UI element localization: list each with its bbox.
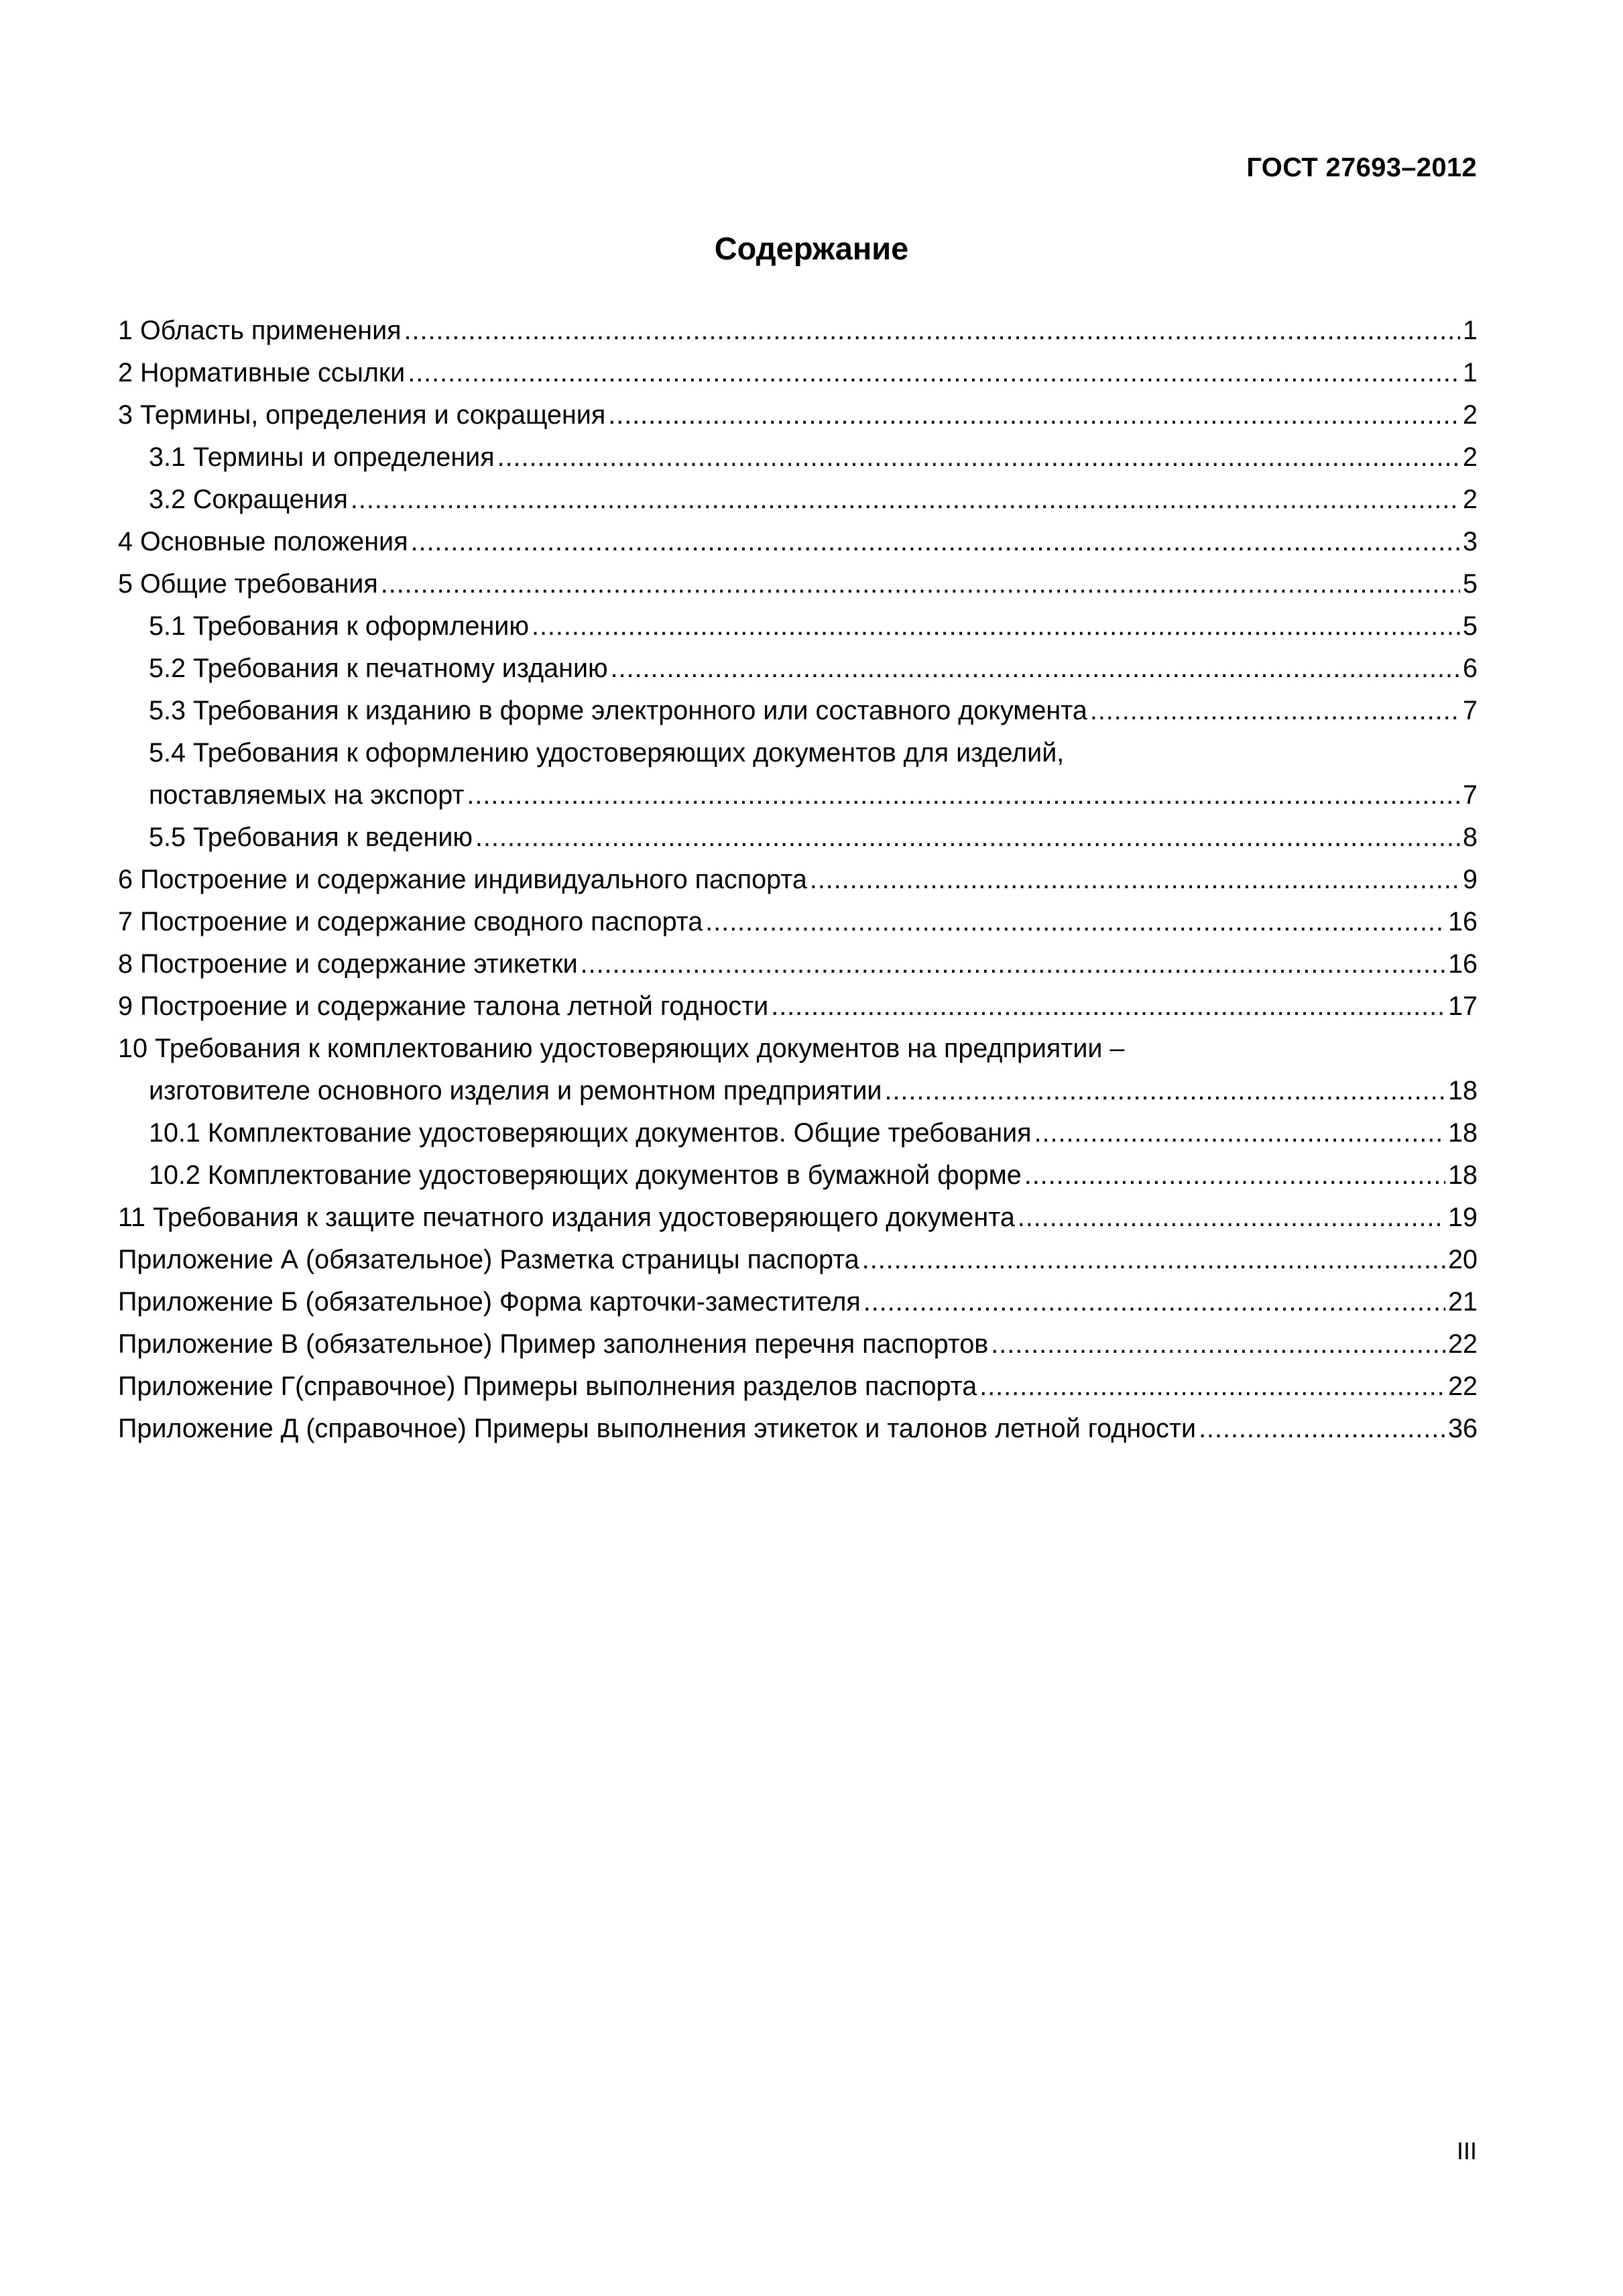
- toc-entry-page: 16: [1448, 907, 1478, 936]
- leader-dots: [1034, 1112, 1446, 1154]
- toc-entry[interactable]: [118, 901, 1478, 943]
- toc-entry[interactable]: [118, 774, 1478, 817]
- toc-entry-page: 7: [1463, 780, 1478, 810]
- toc-entry-text: Приложение Д (справочное) Примеры выполнения этикеток и талонов летной годности: [118, 1414, 1197, 1443]
- toc-entry-text: поставляемых на экспорт: [149, 780, 465, 810]
- toc-entry-page: 18: [1448, 1076, 1478, 1105]
- toc-entry[interactable]: [118, 859, 1478, 901]
- toc-entry[interactable]: [118, 1239, 1478, 1281]
- leader-dots: [1018, 1197, 1445, 1239]
- toc-entry-text: 8 Построение и содержание этикетки: [118, 949, 578, 979]
- leader-dots: [381, 563, 1460, 605]
- leader-dots: [862, 1239, 1445, 1281]
- toc-entry-page: 20: [1448, 1245, 1478, 1274]
- toc-entry-text: 4 Основные положения: [118, 527, 408, 556]
- toc-entry-page: 2: [1463, 485, 1478, 514]
- toc-entry[interactable]: [118, 436, 1478, 479]
- toc-entry-text: 5 Общие требования: [118, 569, 378, 599]
- toc-entry[interactable]: [118, 985, 1478, 1028]
- toc-entry-page: 17: [1448, 991, 1478, 1021]
- toc-entry-page: 8: [1463, 823, 1478, 852]
- leader-dots: [475, 817, 1460, 859]
- toc-entry-page: 7: [1463, 696, 1478, 725]
- toc-entry-page: 2: [1463, 400, 1478, 430]
- leader-dots: [404, 310, 1461, 352]
- leader-dots: [532, 605, 1460, 648]
- toc-entry-text: 9 Построение и содержание талона летной годности: [118, 991, 769, 1021]
- toc-entry[interactable]: [118, 817, 1478, 859]
- leader-dots: [467, 774, 1460, 817]
- leader-dots: [979, 1366, 1445, 1408]
- toc-entry[interactable]: [118, 1154, 1478, 1197]
- toc-entry-text: 10 Требования к комплектованию удостоверяющих документов на предприятии –: [118, 1034, 1125, 1063]
- toc-entry-text: 10.2 Комплектование удостоверяющих документов в бумажной форме: [149, 1160, 1022, 1190]
- leader-dots: [411, 521, 1461, 563]
- toc-entry-page: 36: [1448, 1414, 1478, 1443]
- toc-entry[interactable]: [118, 943, 1478, 985]
- toc-entry[interactable]: [118, 648, 1478, 690]
- toc-entry-page: 21: [1448, 1287, 1478, 1317]
- toc-entry-page: 5: [1463, 569, 1478, 599]
- toc-entry-text: 5.2 Требования к печатному изданию: [149, 654, 608, 683]
- leader-dots: [611, 648, 1460, 690]
- leader-dots: [810, 859, 1460, 901]
- toc-entry-text: 5.3 Требования к изданию в форме электронного или составного документа: [149, 696, 1087, 725]
- toc-entry[interactable]: [118, 1323, 1478, 1366]
- leader-dots: [1090, 690, 1460, 732]
- toc-entry[interactable]: [118, 1112, 1478, 1154]
- toc-entry-text: 5.4 Требования к оформлению удостоверяющих документов для изделий,: [149, 738, 1065, 768]
- leader-dots: [705, 901, 1445, 943]
- toc-entry[interactable]: [118, 1366, 1478, 1408]
- toc-entry-page: 16: [1448, 949, 1478, 979]
- toc-entry[interactable]: [118, 352, 1478, 394]
- page-number: III: [1456, 2137, 1477, 2165]
- toc-entry-page: 9: [1463, 865, 1478, 894]
- toc-entry-page: 6: [1463, 654, 1478, 683]
- toc-entry[interactable]: [118, 1281, 1478, 1323]
- leader-dots: [497, 436, 1460, 479]
- toc-entry[interactable]: [118, 1197, 1478, 1239]
- toc-entry[interactable]: [118, 1408, 1478, 1450]
- leader-dots: [351, 479, 1460, 521]
- toc-entry[interactable]: [118, 563, 1478, 605]
- toc-entry-continued[interactable]: [118, 1028, 1478, 1070]
- toc-entry-page: 18: [1448, 1118, 1478, 1148]
- toc-entry-page: 1: [1463, 316, 1478, 345]
- toc-entry-page: 3: [1463, 527, 1478, 556]
- toc-entry-text: Приложение А (обязательное) Разметка страницы паспорта: [118, 1245, 859, 1274]
- toc-entry-text: 3.1 Термины и определения: [149, 442, 495, 472]
- leader-dots: [581, 943, 1445, 985]
- leader-dots: [991, 1323, 1445, 1366]
- toc-entry-page: 19: [1448, 1203, 1478, 1232]
- toc-entry[interactable]: [118, 479, 1478, 521]
- leader-dots: [863, 1281, 1445, 1323]
- toc-entry-page: 22: [1448, 1372, 1478, 1401]
- leader-dots: [884, 1070, 1445, 1112]
- toc-entry-text: 5.5 Требования к ведению: [149, 823, 473, 852]
- toc-entry-page: 1: [1463, 358, 1478, 387]
- toc-entry-text: 1 Область применения: [118, 316, 402, 345]
- toc-entry[interactable]: [118, 1070, 1478, 1112]
- toc-entry-page: 18: [1448, 1160, 1478, 1190]
- toc-entry-page: 22: [1448, 1329, 1478, 1359]
- toc-entry-text: 2 Нормативные ссылки: [118, 358, 406, 387]
- toc-entry-text: 6 Построение и содержание индивидуального паспорта: [118, 865, 807, 894]
- toc-entry-text: 3 Термины, определения и сокращения: [118, 400, 606, 430]
- toc-entry[interactable]: [118, 690, 1478, 732]
- toc-entry-text: Приложение Б (обязательное) Форма карточки-заместителя: [118, 1287, 861, 1317]
- toc-entry-text: 10.1 Комплектование удостоверяющих документов. Общие требования: [149, 1118, 1032, 1148]
- toc-entry[interactable]: [118, 605, 1478, 648]
- toc-entry-text: 7 Построение и содержание сводного паспорта: [118, 907, 703, 936]
- toc-entry-text: 11 Требования к защите печатного издания удостоверяющего документа: [118, 1203, 1015, 1232]
- toc-entry-text: 3.2 Сокращения: [149, 485, 348, 514]
- toc-entry[interactable]: [118, 394, 1478, 436]
- toc-entry-text: 5.1 Требования к оформлению: [149, 611, 529, 641]
- toc-entry-page: 5: [1463, 611, 1478, 641]
- toc-entry-text: Приложение Г(справочное) Примеры выполнения разделов паспорта: [118, 1372, 977, 1401]
- toc-entry-text: Приложение В (обязательное) Пример заполнения перечня паспортов: [118, 1329, 989, 1359]
- toc-entry-page: 2: [1463, 442, 1478, 472]
- leader-dots: [608, 394, 1460, 436]
- leader-dots: [771, 985, 1445, 1028]
- leader-dots: [408, 352, 1460, 394]
- leader-dots: [1199, 1408, 1445, 1450]
- toc-title: Содержание: [714, 231, 909, 266]
- toc-entry[interactable]: [118, 310, 1478, 352]
- toc-entry[interactable]: [118, 521, 1478, 563]
- leader-dots: [1024, 1154, 1445, 1197]
- toc-entry-continued[interactable]: [118, 732, 1478, 774]
- toc-entry-text: изготовителе основного изделия и ремонтном предприятии: [149, 1076, 882, 1105]
- table-of-contents: [118, 310, 1478, 1450]
- document-code: ГОСТ 27693–2012: [1246, 153, 1477, 182]
